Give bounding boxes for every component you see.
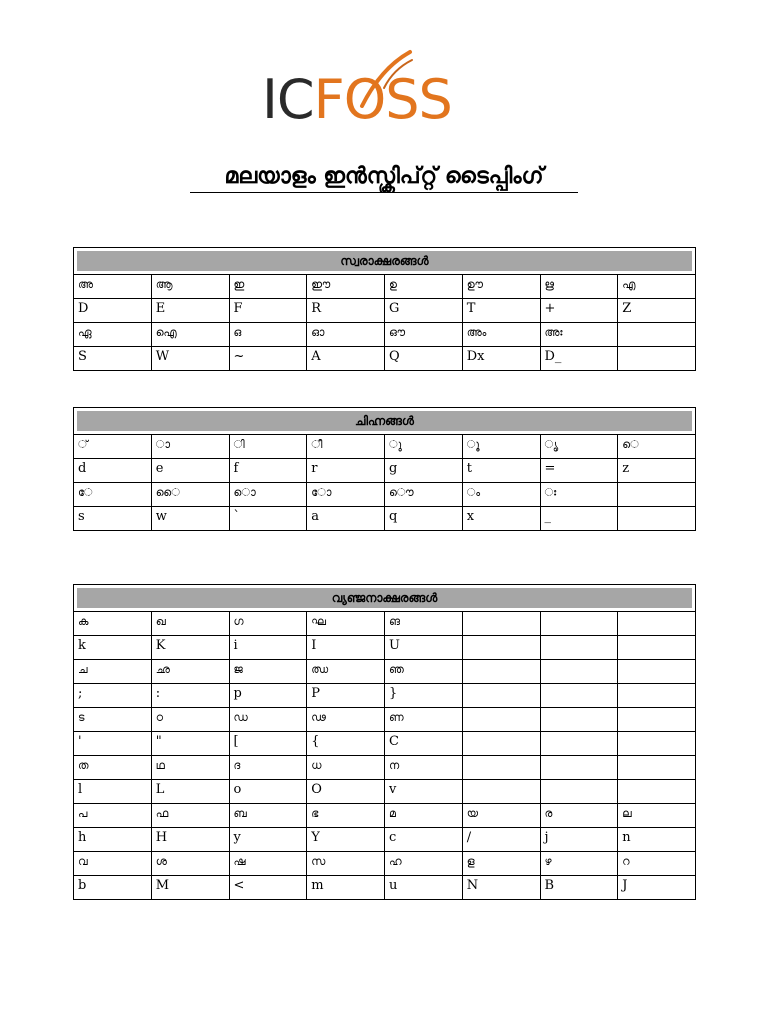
malayalam-char-cell: ഃ bbox=[540, 483, 618, 507]
key-cell: q bbox=[385, 507, 463, 531]
key-cell: Dx bbox=[462, 347, 540, 371]
key-cell: d bbox=[74, 459, 152, 483]
key-cell: r bbox=[307, 459, 385, 483]
key-cell: D_ bbox=[540, 347, 618, 371]
malayalam-char-cell: ൌ bbox=[385, 483, 463, 507]
malayalam-char-cell: ഋ bbox=[540, 275, 618, 299]
key-cell bbox=[618, 347, 696, 371]
key-cell: h bbox=[74, 828, 152, 852]
malayalam-char-cell bbox=[618, 708, 696, 732]
key-cell: / bbox=[462, 828, 540, 852]
key-mapping-row bbox=[74, 459, 696, 483]
malayalam-char-cell: ോ bbox=[307, 483, 385, 507]
key-cell: { bbox=[307, 732, 385, 756]
malayalam-char-cell: ു bbox=[385, 435, 463, 459]
key-cell: T bbox=[462, 299, 540, 323]
malayalam-char-cell bbox=[540, 660, 618, 684]
malayalam-char-cell: ശ bbox=[151, 852, 229, 876]
key-cell: I bbox=[307, 636, 385, 660]
key-cell: B bbox=[540, 876, 618, 900]
icfoss-logo bbox=[262, 48, 488, 140]
malayalam-char-row bbox=[74, 756, 696, 780]
key-cell: } bbox=[385, 684, 463, 708]
malayalam-char-cell bbox=[462, 708, 540, 732]
malayalam-char-cell: ഭ bbox=[307, 804, 385, 828]
malayalam-char-cell: ഫ bbox=[151, 804, 229, 828]
malayalam-char-cell: എ bbox=[618, 275, 696, 299]
malayalam-char-cell: ല bbox=[618, 804, 696, 828]
key-mapping-row bbox=[74, 684, 696, 708]
key-cell: c bbox=[385, 828, 463, 852]
logo-text-foss: FOSS bbox=[313, 68, 452, 131]
key-cell: W bbox=[151, 347, 229, 371]
key-cell: < bbox=[229, 876, 307, 900]
malayalam-char-cell: ഐ bbox=[151, 323, 229, 347]
key-cell: x bbox=[462, 507, 540, 531]
key-mapping-row bbox=[74, 636, 696, 660]
malayalam-char-cell: അഃ bbox=[540, 323, 618, 347]
malayalam-char-row bbox=[74, 612, 696, 636]
malayalam-char-cell: മ bbox=[385, 804, 463, 828]
malayalam-char-row bbox=[74, 435, 696, 459]
key-mapping-row bbox=[74, 507, 696, 531]
malayalam-char-cell bbox=[462, 612, 540, 636]
malayalam-char-cell: ഥ bbox=[151, 756, 229, 780]
key-cell: _ bbox=[540, 507, 618, 531]
key-cell: C bbox=[385, 732, 463, 756]
key-cell bbox=[540, 732, 618, 756]
malayalam-char-cell: ഹ bbox=[385, 852, 463, 876]
malayalam-char-cell: ഏ bbox=[74, 323, 152, 347]
malayalam-char-row bbox=[74, 483, 696, 507]
malayalam-char-cell: ൊ bbox=[229, 483, 307, 507]
malayalam-char-cell bbox=[618, 756, 696, 780]
malayalam-char-cell: ഢ bbox=[307, 708, 385, 732]
key-cell: y bbox=[229, 828, 307, 852]
key-cell: F bbox=[229, 299, 307, 323]
malayalam-char-cell: ഝ bbox=[307, 660, 385, 684]
section-header-row bbox=[74, 408, 696, 435]
key-cell: R bbox=[307, 299, 385, 323]
section-header-cell bbox=[74, 408, 696, 435]
logo-wordmark bbox=[262, 70, 452, 130]
malayalam-char-cell: ധ bbox=[307, 756, 385, 780]
key-cell: E bbox=[151, 299, 229, 323]
malayalam-char-cell: ദ bbox=[229, 756, 307, 780]
key-cell: M bbox=[151, 876, 229, 900]
key-cell: " bbox=[151, 732, 229, 756]
key-cell: l bbox=[74, 780, 152, 804]
key-cell: t bbox=[462, 459, 540, 483]
malayalam-char-row bbox=[74, 708, 696, 732]
malayalam-char-cell: ഇ bbox=[229, 275, 307, 299]
key-cell: p bbox=[229, 684, 307, 708]
malayalam-char-cell: ഊ bbox=[462, 275, 540, 299]
key-cell: J bbox=[618, 876, 696, 900]
key-cell bbox=[462, 780, 540, 804]
key-cell: P bbox=[307, 684, 385, 708]
key-mapping-row bbox=[74, 828, 696, 852]
section-header: ചിഹ്നങ്ങൾ bbox=[77, 411, 692, 431]
malayalam-char-cell: വ bbox=[74, 852, 152, 876]
key-cell: U bbox=[385, 636, 463, 660]
key-cell: b bbox=[74, 876, 152, 900]
key-cell: G bbox=[385, 299, 463, 323]
key-cell: = bbox=[540, 459, 618, 483]
key-cell bbox=[462, 732, 540, 756]
malayalam-char-cell bbox=[540, 756, 618, 780]
key-cell: : bbox=[151, 684, 229, 708]
malayalam-char-row bbox=[74, 323, 696, 347]
malayalam-char-cell bbox=[618, 660, 696, 684]
page-title: മലയാളം ഇൻസ്ക്രിപ്റ്റ് ടൈപ്പിംഗ് bbox=[190, 164, 578, 193]
malayalam-char-cell: ി bbox=[229, 435, 307, 459]
consonants-table bbox=[73, 584, 696, 900]
key-cell: i bbox=[229, 636, 307, 660]
malayalam-char-cell: േ bbox=[74, 483, 152, 507]
malayalam-char-cell: െ bbox=[618, 435, 696, 459]
key-cell: j bbox=[540, 828, 618, 852]
malayalam-char-cell: ഘ bbox=[307, 612, 385, 636]
malayalam-char-cell: ഠ bbox=[151, 708, 229, 732]
malayalam-char-cell: ട bbox=[74, 708, 152, 732]
key-cell: K bbox=[151, 636, 229, 660]
logo-text-ic: IC bbox=[262, 68, 314, 131]
malayalam-char-cell: ാ bbox=[151, 435, 229, 459]
key-mapping-row bbox=[74, 732, 696, 756]
malayalam-char-cell: ണ bbox=[385, 708, 463, 732]
key-cell: [ bbox=[229, 732, 307, 756]
malayalam-char-cell: അ bbox=[74, 275, 152, 299]
malayalam-char-cell: ങ bbox=[385, 612, 463, 636]
malayalam-char-cell bbox=[462, 660, 540, 684]
key-cell: e bbox=[151, 459, 229, 483]
malayalam-char-cell: ഓ bbox=[307, 323, 385, 347]
key-cell: H bbox=[151, 828, 229, 852]
key-cell: u bbox=[385, 876, 463, 900]
key-cell bbox=[618, 636, 696, 660]
malayalam-char-cell: ീ bbox=[307, 435, 385, 459]
key-cell: S bbox=[74, 347, 152, 371]
key-cell bbox=[462, 636, 540, 660]
key-cell bbox=[618, 780, 696, 804]
section-header: സ്വരാക്ഷരങ്ങൾ bbox=[77, 251, 692, 271]
malayalam-char-cell: ള bbox=[462, 852, 540, 876]
malayalam-char-cell: ൃ bbox=[540, 435, 618, 459]
key-cell: Q bbox=[385, 347, 463, 371]
key-cell: ; bbox=[74, 684, 152, 708]
key-cell: v bbox=[385, 780, 463, 804]
section-header-cell bbox=[74, 248, 696, 275]
key-cell: Y bbox=[307, 828, 385, 852]
malayalam-char-cell bbox=[540, 612, 618, 636]
malayalam-char-cell: ഗ bbox=[229, 612, 307, 636]
key-cell: o bbox=[229, 780, 307, 804]
key-cell: s bbox=[74, 507, 152, 531]
malayalam-char-cell bbox=[540, 708, 618, 732]
malayalam-char-cell: ഈ bbox=[307, 275, 385, 299]
malayalam-char-cell: പ bbox=[74, 804, 152, 828]
malayalam-char-cell: ഴ bbox=[540, 852, 618, 876]
key-cell bbox=[462, 684, 540, 708]
malayalam-char-cell bbox=[462, 756, 540, 780]
malayalam-char-cell: ത bbox=[74, 756, 152, 780]
malayalam-char-cell: ഷ bbox=[229, 852, 307, 876]
malayalam-char-cell: ഔ bbox=[385, 323, 463, 347]
key-cell: N bbox=[462, 876, 540, 900]
key-cell: O bbox=[307, 780, 385, 804]
key-cell: g bbox=[385, 459, 463, 483]
malayalam-char-cell: അം bbox=[462, 323, 540, 347]
key-cell: m bbox=[307, 876, 385, 900]
malayalam-char-cell: ഖ bbox=[151, 612, 229, 636]
key-cell bbox=[540, 780, 618, 804]
malayalam-char-row bbox=[74, 804, 696, 828]
malayalam-char-cell: യ bbox=[462, 804, 540, 828]
key-cell: ~ bbox=[229, 347, 307, 371]
key-cell: f bbox=[229, 459, 307, 483]
key-cell: k bbox=[74, 636, 152, 660]
section-header-cell bbox=[74, 585, 696, 612]
key-cell bbox=[618, 507, 696, 531]
malayalam-char-cell: ന bbox=[385, 756, 463, 780]
malayalam-char-cell bbox=[618, 612, 696, 636]
malayalam-char-cell: ഡ bbox=[229, 708, 307, 732]
malayalam-char-cell: ജ bbox=[229, 660, 307, 684]
key-mapping-row bbox=[74, 299, 696, 323]
vowels-table bbox=[73, 247, 696, 371]
vowel-signs-table bbox=[73, 407, 696, 531]
key-cell: w bbox=[151, 507, 229, 531]
key-cell: D bbox=[74, 299, 152, 323]
malayalam-char-cell bbox=[618, 483, 696, 507]
malayalam-char-cell: ച bbox=[74, 660, 152, 684]
key-mapping-row bbox=[74, 876, 696, 900]
key-cell bbox=[618, 732, 696, 756]
key-mapping-row bbox=[74, 780, 696, 804]
malayalam-char-cell: ബ bbox=[229, 804, 307, 828]
malayalam-char-row bbox=[74, 852, 696, 876]
key-cell: + bbox=[540, 299, 618, 323]
malayalam-char-cell: ് bbox=[74, 435, 152, 459]
malayalam-char-cell bbox=[618, 323, 696, 347]
malayalam-char-cell: ഉ bbox=[385, 275, 463, 299]
malayalam-char-cell: ഛ bbox=[151, 660, 229, 684]
key-cell: A bbox=[307, 347, 385, 371]
key-cell: z bbox=[618, 459, 696, 483]
malayalam-char-cell: ൂ bbox=[462, 435, 540, 459]
malayalam-char-cell: ഞ bbox=[385, 660, 463, 684]
section-header-row bbox=[74, 248, 696, 275]
malayalam-char-cell: ൈ bbox=[151, 483, 229, 507]
malayalam-char-cell: ം bbox=[462, 483, 540, 507]
key-cell bbox=[618, 684, 696, 708]
key-cell: ' bbox=[74, 732, 152, 756]
key-cell bbox=[540, 684, 618, 708]
malayalam-char-cell: ര bbox=[540, 804, 618, 828]
malayalam-char-cell: റ bbox=[618, 852, 696, 876]
malayalam-char-cell: ഒ bbox=[229, 323, 307, 347]
malayalam-char-cell: ആ bbox=[151, 275, 229, 299]
malayalam-char-cell: ക bbox=[74, 612, 152, 636]
key-cell: a bbox=[307, 507, 385, 531]
key-cell: n bbox=[618, 828, 696, 852]
section-header: വ്യഞ്ജനാക്ഷരങ്ങൾ bbox=[77, 588, 692, 608]
section-header-row bbox=[74, 585, 696, 612]
key-cell bbox=[540, 636, 618, 660]
malayalam-char-row bbox=[74, 275, 696, 299]
key-mapping-row bbox=[74, 347, 696, 371]
malayalam-char-cell: സ bbox=[307, 852, 385, 876]
key-cell: Z bbox=[618, 299, 696, 323]
malayalam-char-row bbox=[74, 660, 696, 684]
key-cell: ` bbox=[229, 507, 307, 531]
key-cell: L bbox=[151, 780, 229, 804]
